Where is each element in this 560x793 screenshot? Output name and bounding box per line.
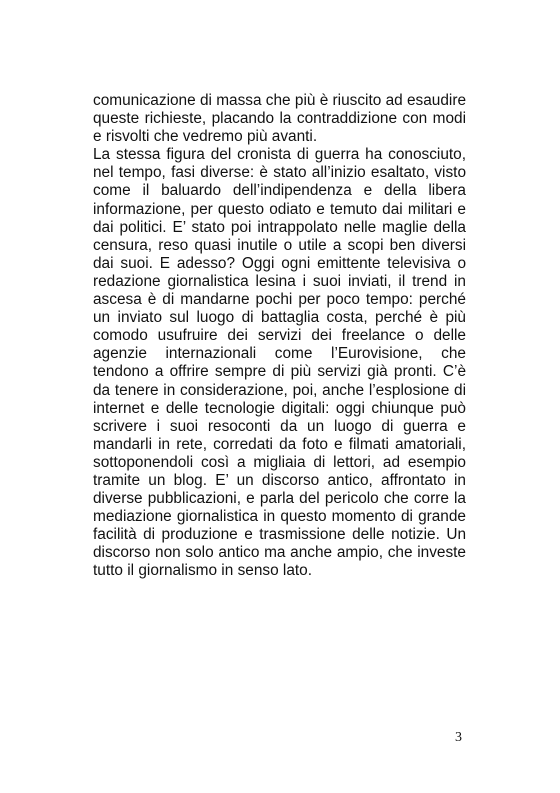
paragraph-continuation: comunicazione di massa che più è riuscito ad esaudire queste richieste, placando la contraddizione con modi e risvolti che vedremo più avanti.: [93, 92, 466, 146]
page-number: 3: [455, 730, 462, 745]
paragraph-war-reporter: La stessa figura del cronista di guerra ha conosciuto, nel tempo, fasi diverse: è stato all’inizio esaltato, visto come il baluardo dell’indipendenza e della libera informazione, per questo odiato e temuto dai militari e dai politici. E’ stato poi intrappolato nelle maglie della censura, reso quasi inutile o utile a scopi ben diversi dai suoi. E adesso? Oggi ogni emittente televisiva o redazione giornalistica lesina i suoi inviati, il trend in ascesa è di mandarne pochi per poco tempo: perché un inviato sul luogo di battaglia costa, perché è più comodo usufruire dei servizi dei freelance o delle agenzie internazionali come l’Eurovisione, che tendono a offrire sempre di più servizi già pronti. C’è da tenere in considerazione, poi, anche l’esplosione di internet e delle tecnologie digitali: oggi chiunque può scrivere i suoi resoconti da un luogo di guerra e mandarli in rete, corredati da foto e filmati amatoriali, sottoponendoli così a migliaia di lettori, ad esempio tramite un blog. E’ un discorso antico, affrontato in diverse pubblicazioni, e parla del pericolo che corre la mediazione giornalistica in questo momento di grande facilità di produzione e trasmissione delle notizie. Un discorso non solo antico ma anche ampio, che investe tutto il giornalismo in senso lato.: [93, 146, 466, 580]
body-text: [93, 92, 466, 581]
